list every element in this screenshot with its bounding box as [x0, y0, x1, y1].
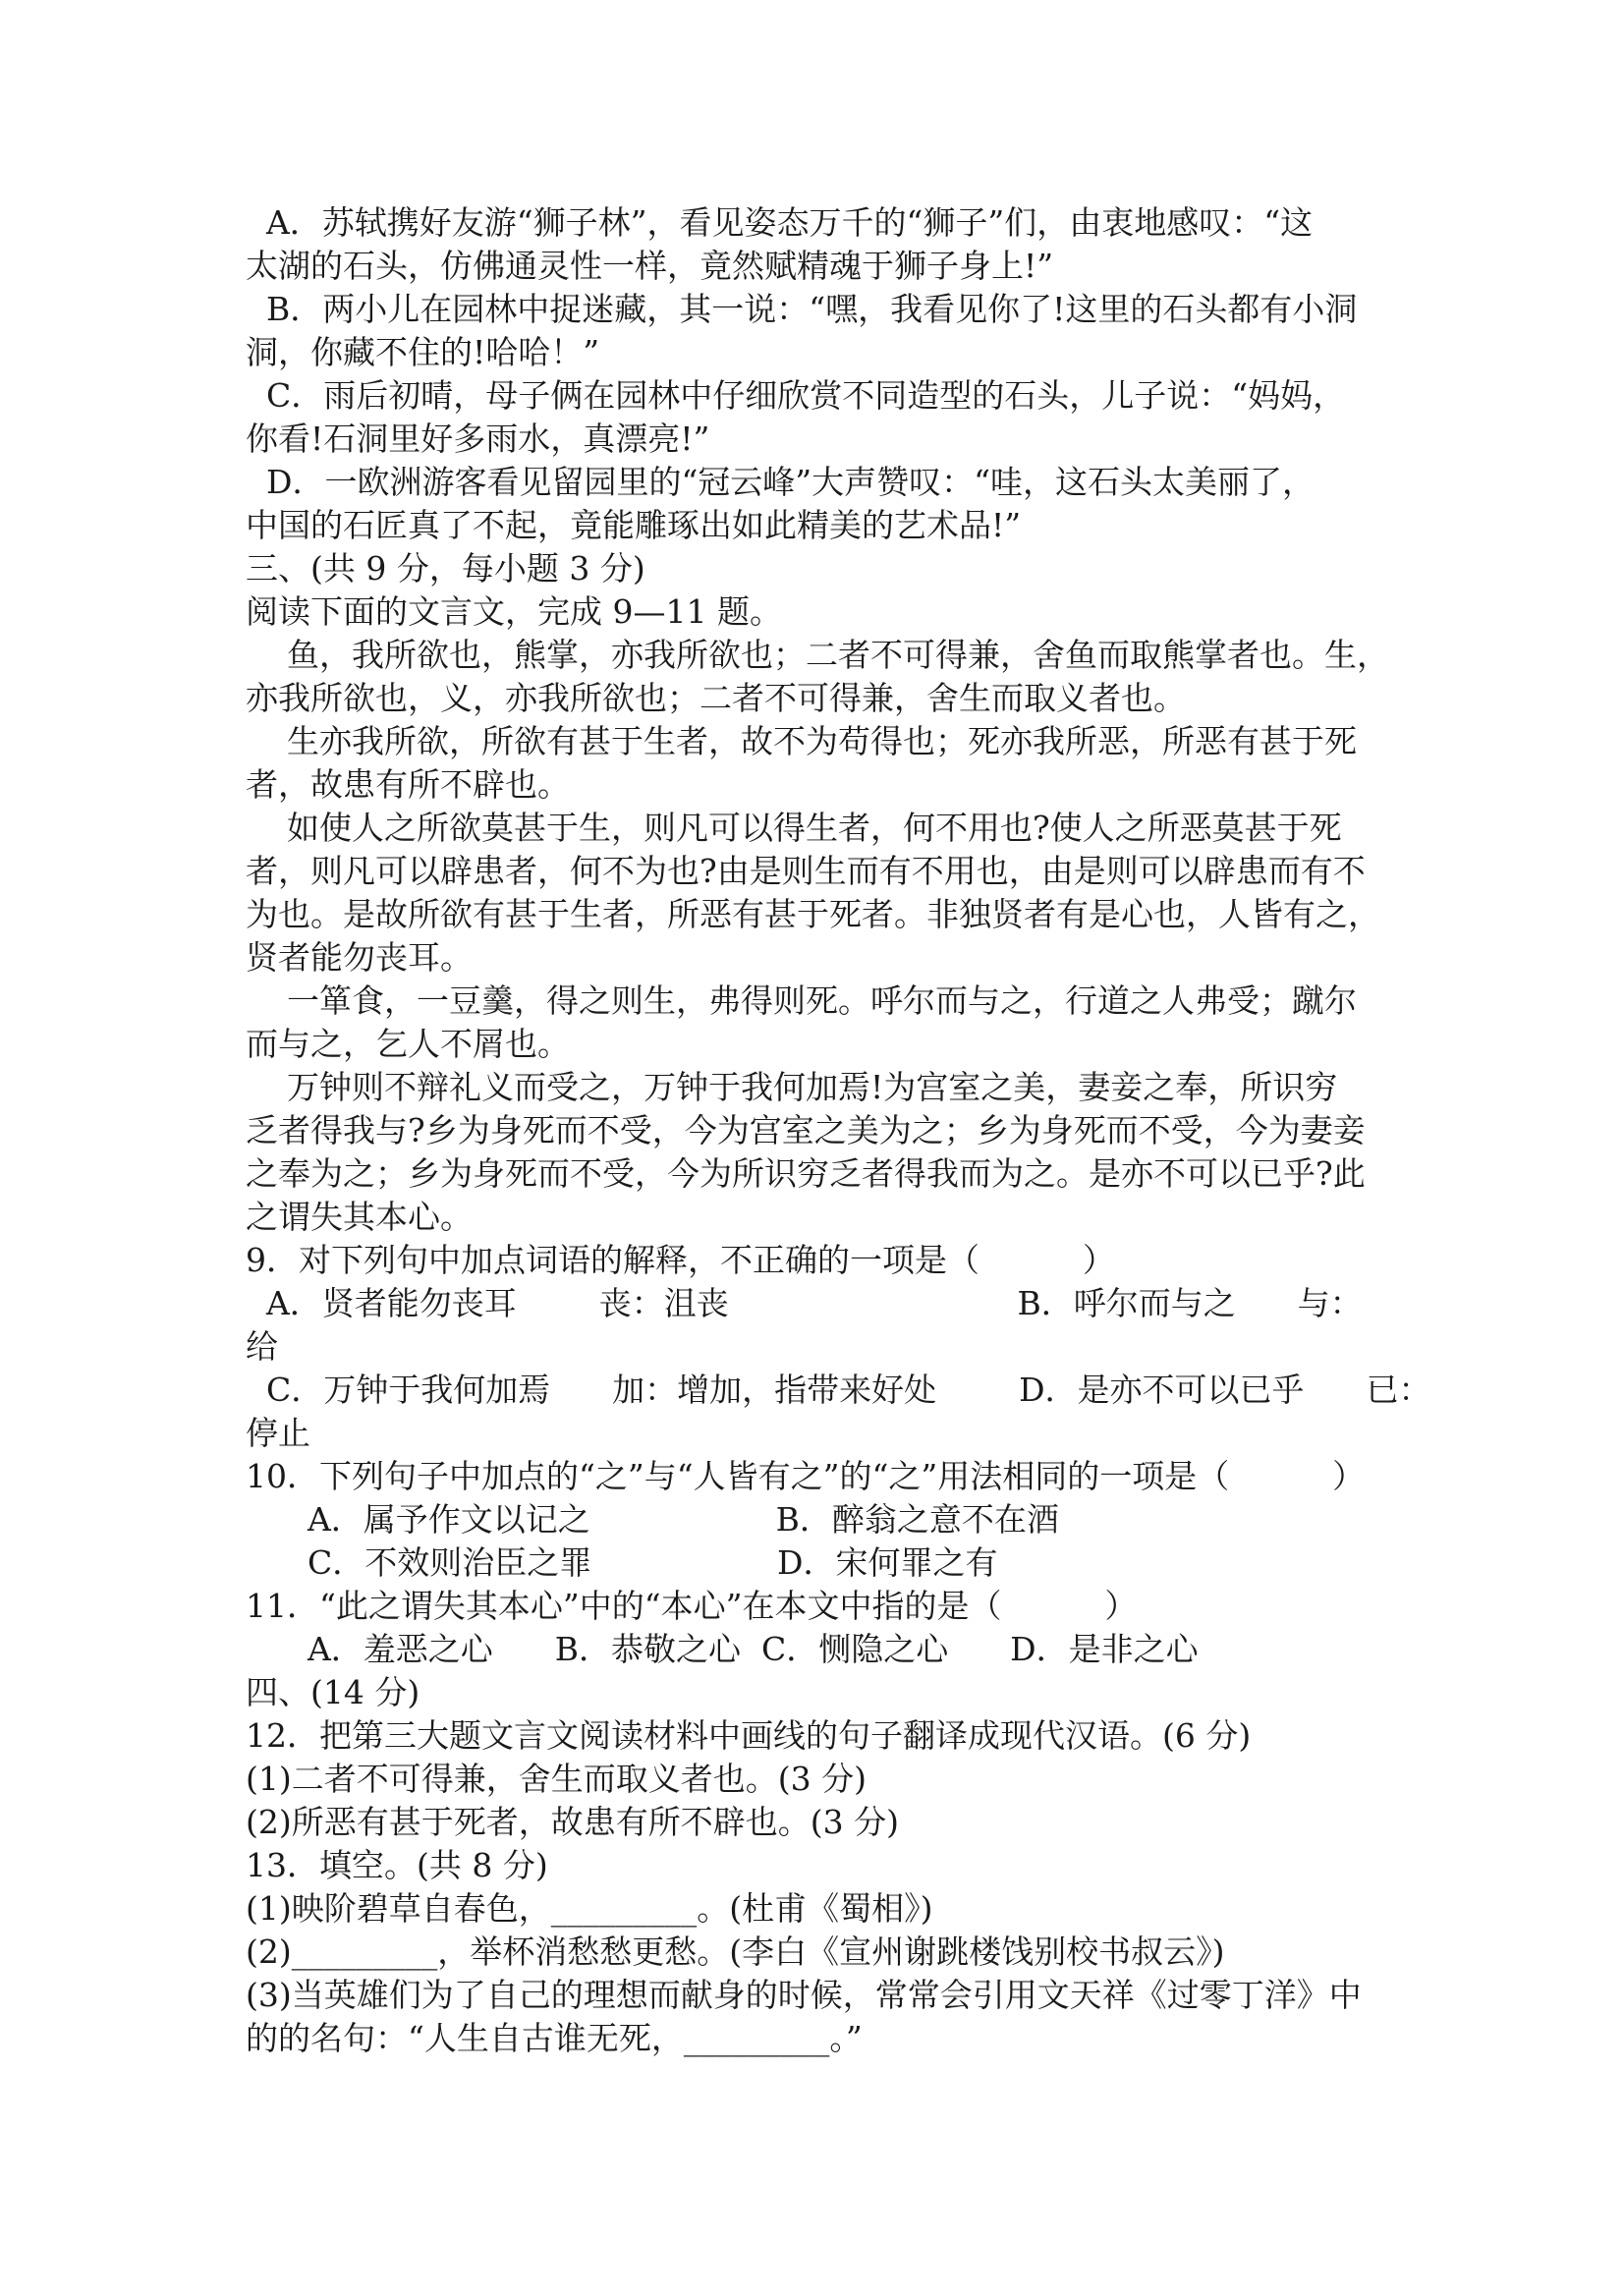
text-line: C．万钟于我何加焉 加：增加，指带来好处 D．是亦不可以已乎 已：	[246, 1371, 1431, 1409]
text-line: 乏者得我与?乡为身死而不受，今为宫室之美为之；乡为身死而不受，今为妻妾	[246, 1111, 1366, 1149]
text-line: 者，故患有所不辟也。	[246, 765, 570, 804]
text-line: 洞，你藏不住的!哈哈！”	[246, 333, 600, 371]
text-line: A．属予作文以记之 B．醉翁之意不在酒	[246, 1500, 1059, 1539]
text-line: 亦我所欲也，义，亦我所欲也；二者不可得兼，舍生而取义者也。	[246, 679, 1186, 717]
text-line: 10．下列句子中加点的“之”与“人皆有之”的“之”用法相同的一项是（ ）	[246, 1457, 1366, 1495]
text-line: 的的名句：“人生自古谁无死，_________。”	[246, 2019, 863, 2057]
text-line: 一箪食，一豆羹，得之则生，弗得则死。呼尔而与之，行道之人弗受；蹴尔	[246, 981, 1357, 1020]
text-line: 停止	[246, 1414, 310, 1452]
text-line: 13．填空。(共 8 分)	[246, 1846, 548, 1884]
text-line: D．一欧洲游客看见留园里的“冠云峰”大声赞叹：“哇，这石头太美丽了，	[246, 463, 1315, 501]
text-line: 阅读下面的文言文，完成 9—11 题。	[246, 592, 782, 631]
text-line: 你看!石洞里好多雨水，真漂亮!”	[246, 420, 710, 458]
text-line: 三、(共 9 分，每小题 3 分)	[246, 549, 645, 588]
text-line: A．苏轼携好友游“狮子林”，看见姿态万千的“狮子”们，由衷地感叹：“这	[246, 203, 1314, 242]
text-line: 而与之，乞人不屑也。	[246, 1025, 570, 1063]
text-line: 中国的石匠真了不起，竟能雕琢出如此精美的艺术品!”	[246, 506, 1022, 544]
text-line: (1)映阶碧草自春色，_________。(杜甫《蜀相》)	[246, 1889, 933, 1928]
text-line: 11．“此之谓失其本心”中的“本心”在本文中指的是（ ）	[246, 1587, 1138, 1625]
text-line: 贤者能勿丧耳。	[246, 938, 473, 977]
text-line: 9．对下列句中加点词语的解释，不正确的一项是（ ）	[246, 1241, 1115, 1279]
text-line: A．贤者能勿丧耳 丧：沮丧 B．呼尔而与之 与：	[246, 1284, 1363, 1322]
text-line: 如使人之所欲莫甚于生，则凡可以得生者，何不用也?使人之所恶莫甚于死	[246, 809, 1342, 847]
text-line: B．两小儿在园林中捉迷藏，其一说：“嘿，我看见你了!这里的石头都有小洞	[246, 290, 1358, 328]
text-line: 12．把第三大题文言文阅读材料中画线的句子翻译成现代汉语。(6 分)	[246, 1716, 1252, 1755]
text-line: (2)所恶有甚于死者，故患有所不辟也。(3 分)	[246, 1803, 899, 1841]
text-line: 太湖的石头，仿佛通灵性一样，竟然赋精魂于狮子身上!”	[246, 247, 1054, 285]
text-line: 万钟则不辩礼义而受之，万钟于我何加焉!为宫室之美，妻妾之奉，所识穷	[246, 1068, 1338, 1106]
text-line: C．不效则治臣之罪 D．宋何罪之有	[246, 1543, 998, 1582]
text-line: A．羞恶之心 B．恭敬之心 C．恻隐之心 D．是非之心	[246, 1630, 1199, 1668]
text-line: 鱼，我所欲也，熊掌，亦我所欲也；二者不可得兼，舍鱼而取熊掌者也。生，	[246, 636, 1389, 674]
text-line: 生亦我所欲，所欲有甚于生者，故不为苟得也；死亦我所恶，所恶有甚于死	[246, 722, 1357, 760]
text-line: (1)二者不可得兼，舍生而取义者也。(3 分)	[246, 1760, 867, 1798]
text-line: (3)当英雄们为了自己的理想而献身的时候，常常会引用文天祥《过零丁洋》中	[246, 1976, 1362, 2014]
text-line: 为也。是故所欲有甚于生者，所恶有甚于死者。非独贤者有是心也，人皆有之，	[246, 895, 1380, 933]
text-line: 者，则凡可以辟患者，何不为也?由是则生而有不用也，由是则可以辟患而有不	[246, 852, 1366, 890]
text-line: 之奉为之；乡为身死而不受，今为所识穷乏者得我而为之。是亦不可以已乎?此	[246, 1154, 1366, 1193]
text-line: (2)_________，举杯消愁愁更愁。(李白《宣州谢跳楼饯别校书叔云》)	[246, 1932, 1225, 1971]
text-line: C．雨后初晴，母子俩在园林中仔细欣赏不同造型的石头，儿子说：“妈妈，	[246, 376, 1346, 415]
text-line: 四、(14 分)	[246, 1673, 420, 1711]
text-line: 之谓失其本心。	[246, 1198, 473, 1236]
text-line: 给	[246, 1327, 278, 1366]
